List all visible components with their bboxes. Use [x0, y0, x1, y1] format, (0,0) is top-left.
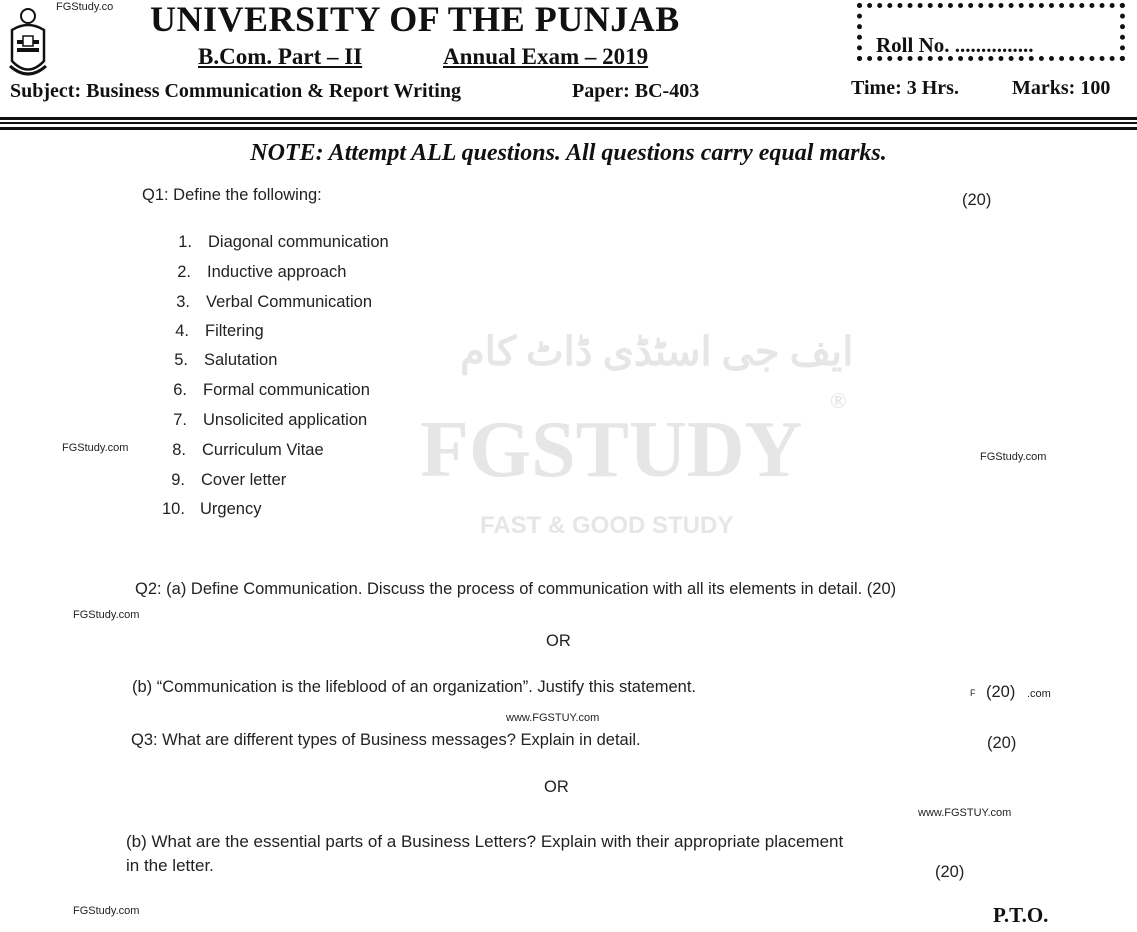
instructions-note: NOTE: Attempt ALL questions. All questions carry equal marks.: [250, 140, 887, 166]
watermark-text: www.FGSTUY.com: [918, 807, 1012, 819]
list-item-number: 4.: [175, 322, 189, 340]
header-divider: [0, 122, 1137, 124]
exam-label: Annual Exam – 2019: [443, 44, 649, 69]
roll-number-field: Roll No. ...............: [876, 33, 1034, 57]
watermark-text: FGStudy.com: [980, 451, 1047, 463]
please-turn-over: P.T.O.: [993, 903, 1049, 927]
list-item: Salutation: [204, 351, 278, 369]
watermark-text: www.FGSTUY.com: [506, 712, 600, 724]
watermark-brand: FGSTUDY: [420, 406, 803, 494]
list-item-number: 7.: [173, 411, 187, 429]
list-item-number: 3.: [176, 293, 190, 311]
list-item: Filtering: [205, 322, 264, 340]
subject-label: Subject: Business Communication & Report Writing: [10, 80, 461, 102]
watermark-tagline: FAST & GOOD STUDY: [480, 512, 734, 539]
watermark-text: FGStudy.com: [73, 905, 140, 917]
list-item: Urgency: [200, 500, 262, 518]
list-item: Diagonal communication: [208, 233, 389, 251]
watermark-registered: ®: [830, 388, 847, 413]
watermark-text: FGStudy.com: [73, 609, 140, 621]
question-1-marks: (20): [962, 191, 992, 209]
list-item-number: 5.: [174, 351, 188, 369]
university-title: UNIVERSITY OF THE PUNJAB: [150, 0, 680, 39]
question-2b: (b) “Communication is the lifeblood of an organization”. Justify this statement.: [132, 678, 697, 696]
watermark-text: F: [970, 688, 976, 698]
university-logo: [8, 6, 48, 82]
watermark-urdu: ایف جی اسٹڈی ڈاٹ کام: [460, 329, 854, 374]
question-1: Q1: Define the following:: [142, 186, 322, 204]
list-item-number: 10.: [162, 500, 185, 518]
time-label: Time: 3 Hrs.: [851, 77, 959, 99]
list-item: Unsolicited application: [203, 411, 368, 429]
list-item-number: 6.: [173, 381, 187, 399]
program-label: B.Com. Part – II: [198, 44, 363, 69]
question-3b-marks: (20): [935, 863, 965, 881]
watermark-text: .com: [1027, 688, 1051, 700]
or-separator: OR: [544, 778, 569, 796]
list-item: Inductive approach: [207, 263, 347, 281]
header-divider: [0, 127, 1137, 130]
marks-label: Marks: 100: [1012, 77, 1111, 99]
question-2b-marks: (20): [986, 683, 1016, 701]
list-item: Cover letter: [201, 471, 287, 489]
watermark-text: FGStudy.com: [62, 442, 129, 454]
header-divider: [0, 117, 1137, 120]
list-item: Formal communication: [203, 381, 370, 399]
question-3b: (b) What are the essential parts of a Business Letters? Explain with their appropriate placement: [126, 832, 844, 851]
question-2a: Q2: (a) Define Communication. Discuss the process of communication with all its elements in detail. (20): [135, 580, 897, 598]
list-item-number: 9.: [171, 471, 185, 489]
site-tag: FGStudy.co: [56, 1, 114, 13]
or-separator: OR: [546, 632, 571, 650]
list-item: Verbal Communication: [206, 293, 372, 311]
list-item-number: 1.: [178, 233, 192, 251]
list-item-number: 2.: [177, 263, 191, 281]
list-item-number: 8.: [172, 441, 186, 459]
question-3a: Q3: What are different types of Business messages? Explain in detail.: [131, 731, 641, 749]
list-item: Curriculum Vitae: [202, 441, 324, 459]
question-3a-marks: (20): [987, 734, 1017, 752]
paper-code: Paper: BC-403: [572, 80, 700, 102]
question-3b-continued: in the letter.: [126, 856, 214, 875]
